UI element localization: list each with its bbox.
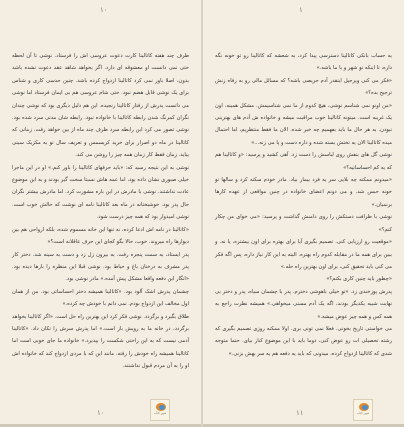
logo-caption: شهر کتاب <box>153 411 167 415</box>
right-page-body-text: به حساب بانکی کاتالینا دسترسی پیدا کرد، به شعشه که کاتالینا رو تو خونه نگه داره، تا اینکه تو شهر و با ما باشه.» «فکر می کنی ویرجیل اینقدر آدم حریصی باشه؟ که مسائل مالی رو به رفاه زنش ترجیح بده؟» «من اونو نمی شناسم نوشی، هیچ کدوم از ما نمی شناسیمش. مشکل همینه. اون یک غریبه است. میتونه کاتالینا خوب مراقبت میشه و خانواده ش آدم های بهترینی نبودن. به هر حال ما باید بفهمیم چه خبر شده. الان ما فقط منتظریم، اما احتمال میده کاتالینا الان یه تختش بسته شده و داره دست و پا می زنه...» نوشی گل های بنفش روی لباسش را دست زد. آهی کشید و پرسید: «و کاتالینا هم که یه کم احساساتیه؟» «میدونم ممکنه چه بلایی سر یه فرد بیمار بیاد. مادر خودم سکته کرد و سالها تو خونه حبس شد. و می دونم اعضای خانواده در چنین مواقعی از عهده کارها برنمیان.» نوشی با ظرافت دستکش را روی دامنش گذاشت و پرسید: «می خوای من چکار کنم؟» «موقعیت رو ارزیابی کنی. تصمیم بگیری آیا برای بهتره برای اون بیشتره، یا نه. و ببین برای همه ما در مقابله کدوم راه بهتره. البته به این کار نیاز داره، پس اگه فکر می کنی باید تحقیق کنی، برای اون بهترین راه حله.» «چطور باید چنین کاری بکنم؟» پدرش پوزخندی زد. «تو خیلی باهوشی دخترم. پدر با چشمان سیاه، پدر و دختر بی نهایت شبیه یکدیگر بودند، اگه یک آدم مسنی میخواهی.» همیشه نظرت راجع به همه کس و همه چیز عوض میشه.» می خواستی تاریخ بخونی. فعلا نمی تونی بری. اولا ممکنه روزی تصمیم بگیری که رشته تحصیلی ات رو عوض کنی، دوما باید با این موضوع کنار بیای. حتما متوجه شدی که کاتالینا ازدواج کرده، میدونی که باید یه دفعه هم یه سر بهش بزنی.» <box>215 53 392 357</box>
left-page-body-text: ظرف چند هفته کاتالینا کارت دعوت عروسی اش را فرستاد. نوشی تا آن لحظه حتی نمی دانست او معشوقه ای دارد. اگر بخواهد شاهد عقد دعوت نشده باشد بدون، اصلا باور نمی کرد کاتالینا ازدواج کرده باشد. چنین حدسی کاری و شناس برای یک نوشی قابل هضم نبود. حتی شام عروسی هم بی ایمان فرستاد اما نوشی می دانست پدرش از رفتار کاتالینا رنجیده. این هم دلیل دیگری بود که نوشی چندان نگران کمرنگ شدن رابطه کاتالینا با خانواده نبود. رابطه شان مدتی سرد شده بود. نوشی تصور می کرد این رابطه سرد ظرف چند ماه از بین خواهد رفت. زمانی که کاتالینا در ماه دو اصرار برای خرید کریسمس و تعریف سال نو به مکزیک سیتی بیاید. زمان فقط کار زمان همه چیز را روشن می کند. نوشی به این نتیجه رسید که: «باید حرفهای کاتالینا را باور کنم.» او در این ماجرا خیلی صبوری نشان داده بود، اما عمه هاش نسبتا سخت گیر بودند و به این موضوع عادت نداشتند. نوشی با مادرش در این باره مشورت کرد. اما مادرش بیشتر نگران حال پدر بود. خوشبختانه در ماه بعد کاتالینا نامه ای نوشت که حالش خوب است. نوشی امیدوار بود که همه چیز درست شود. «کاتالینا در نامه اش ادعا کرده، نه تنها این خانه مسموم شده، بلکه ارواحی هم بین دیوارها راه میروند. خوب، حالا بگو کجای این حرف عاقلانه است؟» پدر ایستاد، به سمت پنجره رفت. به بیرون زل زد و دست به سینه شد. دختر کار پدر مشرف به درختان باغ و حیاط بود. نوشی قبلا این منظره را بارها دیده بود. «انگار این دفعه واقعا مشکل پیش آمده.» مادر نوشی بود. چشمان پدرش اشک آلود بود. «کاتالینا همیشه دختر احساساتی بود. من از همان اول مخالف این ازدواج بودم. نمی دانم با خودش چه کرده.» طلاق بگیرد و برگردد. نوشی فکر کرد این بهترین راه حل است. «اگر کاتالینا بخواهد برگردد، در خانه ما به رویش باز است.» اما پدرش سرش را تکان داد. «کاتالینا آدمی نیست که به این راحتی شکست را بپذیرد.» خانواده ما جای خوبی است اما کاتالینا همیشه راه خودش را رفته. مانند این که با مردی ازدواج کند که خانواده اش او را به آن مردم قبول نداشتند. <box>12 53 189 370</box>
right-page <box>203 0 404 427</box>
right-page-number: ۱۱ <box>296 409 304 417</box>
publisher-logo <box>150 399 170 421</box>
logo-blue-shape <box>362 405 368 410</box>
left-page-number: ۱۰ <box>97 409 105 417</box>
logo-caption: شهر کتاب <box>356 411 370 415</box>
publisher-logo <box>353 399 373 421</box>
left-page <box>0 0 201 427</box>
logo-blue-shape <box>159 405 165 410</box>
left-page-header-number: ۱۰ <box>100 6 108 14</box>
right-page-header-number: ۱ <box>299 6 303 14</box>
